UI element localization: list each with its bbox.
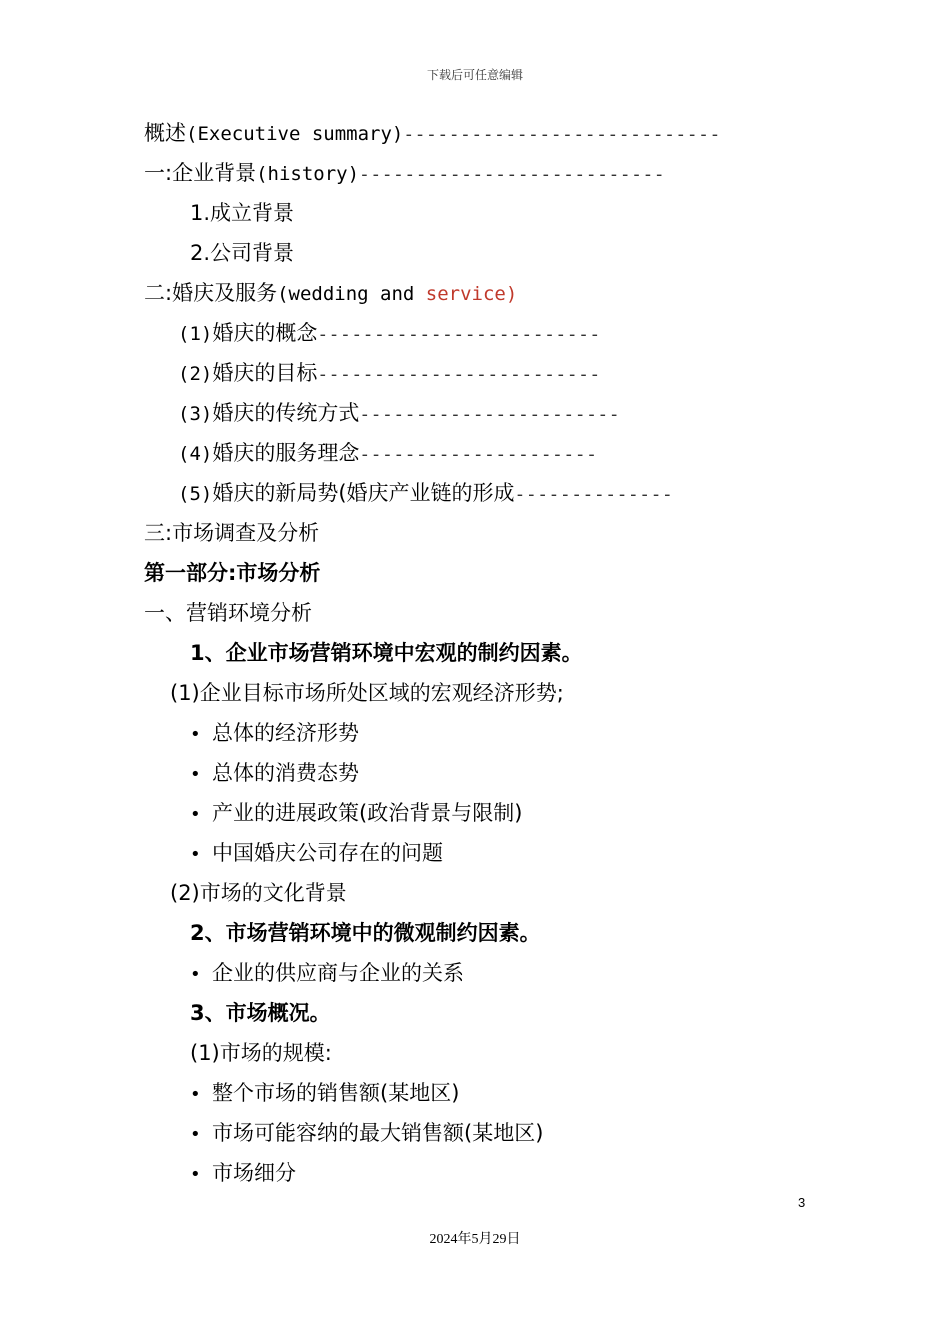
- toc-section-1-english: (history): [256, 163, 360, 185]
- bullet-text: 企业的供应商与企业的关系: [212, 961, 464, 985]
- bullet-item: [190, 1159, 296, 1187]
- page-header: 下载后可任意编辑: [426, 68, 523, 82]
- bullet-item: [190, 1079, 459, 1107]
- toc-item: 2.公司背景: [190, 241, 295, 265]
- toc-leader: -------------------------: [317, 364, 601, 385]
- toc-item: [178, 479, 673, 507]
- page-number: 3: [798, 1195, 806, 1210]
- bullet-text: 市场细分: [212, 1161, 296, 1185]
- toc-leader: ---------------------------: [359, 164, 666, 185]
- toc-item: [178, 319, 601, 347]
- subsection-heading: 一、营销环境分析: [144, 601, 312, 625]
- toc-leader: ----------------------------: [403, 124, 721, 145]
- toc-section-2-english-red: service): [425, 283, 518, 305]
- toc-item-number: (3): [178, 403, 213, 425]
- toc-item-number: (2): [178, 363, 213, 385]
- toc-item: [178, 399, 620, 427]
- toc-section-2-english: (wedding and: [277, 283, 426, 305]
- paragraph: (2)市场的文化背景: [170, 881, 347, 905]
- paragraph: (1)企业目标市场所处区域的宏观经济形势;: [170, 681, 564, 705]
- bullet-icon: •: [190, 844, 201, 865]
- toc-section-1-label: 一:企业背景: [144, 161, 257, 185]
- bullet-text: 市场可能容纳的最大销售额(某地区): [212, 1121, 544, 1145]
- bullet-icon: •: [190, 1124, 201, 1145]
- toc-item-text: 婚庆的概念: [212, 321, 318, 345]
- toc-item-number: (1): [178, 323, 213, 345]
- bullet-item: [190, 799, 522, 827]
- bullet-icon: •: [190, 804, 201, 825]
- bullet-icon: •: [190, 724, 201, 745]
- toc-leader: -----------------------: [359, 404, 621, 425]
- toc-summary-label: 概述: [144, 121, 186, 145]
- numbered-heading: 3、市场概况。: [190, 1001, 331, 1025]
- bullet-item: [190, 1119, 543, 1147]
- toc-item-text: 婚庆的新局势(婚庆产业链的形成: [212, 481, 515, 505]
- page-footer-date: 2024年5月29日: [429, 1232, 521, 1247]
- bullet-item: [190, 719, 359, 747]
- toc-section-1: [144, 159, 665, 187]
- numbered-heading: 2、市场营销环境中的微观制约因素。: [190, 921, 541, 945]
- toc-section-2-label: 二:婚庆及服务: [144, 281, 278, 305]
- bullet-icon: •: [190, 964, 201, 985]
- toc-summary-english: (Executive summary): [186, 123, 404, 145]
- toc-summary: [144, 119, 721, 147]
- numbered-heading: 1、企业市场营销环境中宏观的制约因素。: [190, 641, 583, 665]
- part-title: 第一部分:市场分析: [144, 561, 321, 585]
- toc-section-3: 三:市场调查及分析: [144, 521, 320, 545]
- toc-item: 1.成立背景: [190, 201, 295, 225]
- toc-item-text: 婚庆的目标: [212, 361, 318, 385]
- bullet-text: 中国婚庆公司存在的问题: [212, 841, 443, 865]
- bullet-text: 总体的消费态势: [212, 761, 359, 785]
- toc-leader: -------------------------: [317, 324, 601, 345]
- toc-section-2: [144, 279, 517, 307]
- bullet-text: 产业的进展政策(政治背景与限制): [212, 801, 523, 825]
- toc-leader: --------------: [514, 484, 674, 505]
- bullet-item: [190, 759, 359, 787]
- bullet-icon: •: [190, 1164, 201, 1185]
- toc-item: [178, 359, 601, 387]
- toc-item-text: 婚庆的传统方式: [212, 401, 360, 425]
- toc-item-text: 婚庆的服务理念: [212, 441, 360, 465]
- bullet-icon: •: [190, 764, 201, 785]
- paragraph: (1)市场的规模:: [190, 1041, 332, 1065]
- toc-item-number: (4): [178, 443, 213, 465]
- bullet-text: 总体的经济形势: [212, 721, 359, 745]
- toc-item: [178, 439, 597, 467]
- bullet-icon: •: [190, 1084, 201, 1105]
- bullet-item: [190, 959, 464, 987]
- toc-leader: ---------------------: [359, 444, 598, 465]
- toc-item-number: (5): [178, 483, 213, 505]
- bullet-text: 整个市场的销售额(某地区): [212, 1081, 460, 1105]
- bullet-item: [190, 839, 443, 867]
